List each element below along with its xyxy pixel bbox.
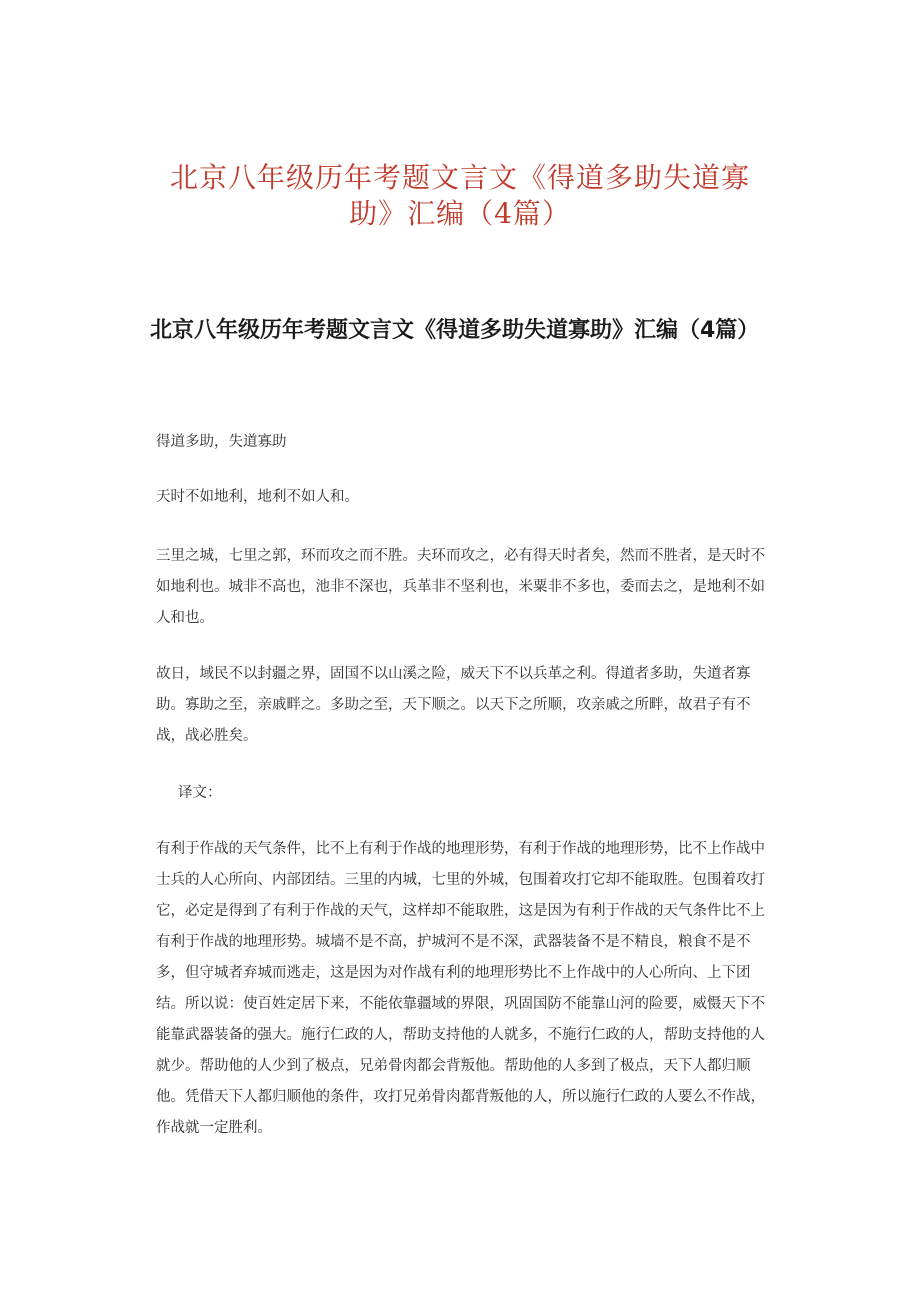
document-title: [150, 160, 770, 232]
paragraph-original-2: 三里之城，七里之郭，环而攻之而不胜。夫环而攻之，必有得天时者矣，然而不胜者，是天时不如地利也。城非不高也，池非不深也，兵革非不坚利也，米粟非不多也，委而去之，是地利不如人和也。: [156, 548, 765, 626]
paragraph-translation: 有利于作战的天气条件，比不上有利于作战的地理形势，有利于作战的地理形势，比不上作战中士兵的人心所向、内部团结。三里的内城，七里的外城，包围着攻打它却不能取胜。包围着攻打它，必定是得到了有利于作战的天气，这样却不能取胜，这是因为有利于作战的天气条件比不上有利于作战的地理形势。城墙不是不高，护城河不是不深，武器装备不是不精良，粮食不是不多，但守城者弃城而逃走，这是因为对作战有利的地理形势比不上作战中的人心所向、上下团结。所以说：使百姓定居下来，不能依靠疆域的界限，巩固国防不能靠山河的险要，威慑天下不能靠武器装备的强大。施行仁政的人，帮助支持他的人就多，不施行仁政的人，帮助支持他的人就少。帮助他的人少到了极点，兄弟骨肉都会背叛他。帮助他的人多到了极点，天下人都归顺他。凭借天下人都归顺他的条件，攻打兄弟骨肉都背叛他的人，所以施行仁政的人要么不作战，作战就一定胜利。: [156, 841, 765, 1136]
document-subtitle: 北京八年级历年考题文言文《得道多助失道寡助》汇编（4篇）: [150, 318, 760, 343]
document-title-line-1: 北京八年级历年考题文言文《得道多助失道寡: [169, 161, 750, 194]
paragraph-original-1: 天时不如地利，地利不如人和。: [156, 489, 359, 505]
paragraph-original-3: 故日，域民不以封疆之界，固国不以山溪之险，威天下不以兵革之利。得道者多助，失道者寡助。寡助之至，亲戚畔之。多助之至，天下顺之。以天下之所顺，攻亲戚之所畔，故君子有不战，战必胜矣。: [156, 666, 751, 744]
translation-label: 译文：: [178, 785, 222, 801]
paragraph-heading: 得道多助，失道寡助: [156, 434, 287, 450]
document-title-line-2: 助》汇编（4篇）: [349, 197, 571, 230]
